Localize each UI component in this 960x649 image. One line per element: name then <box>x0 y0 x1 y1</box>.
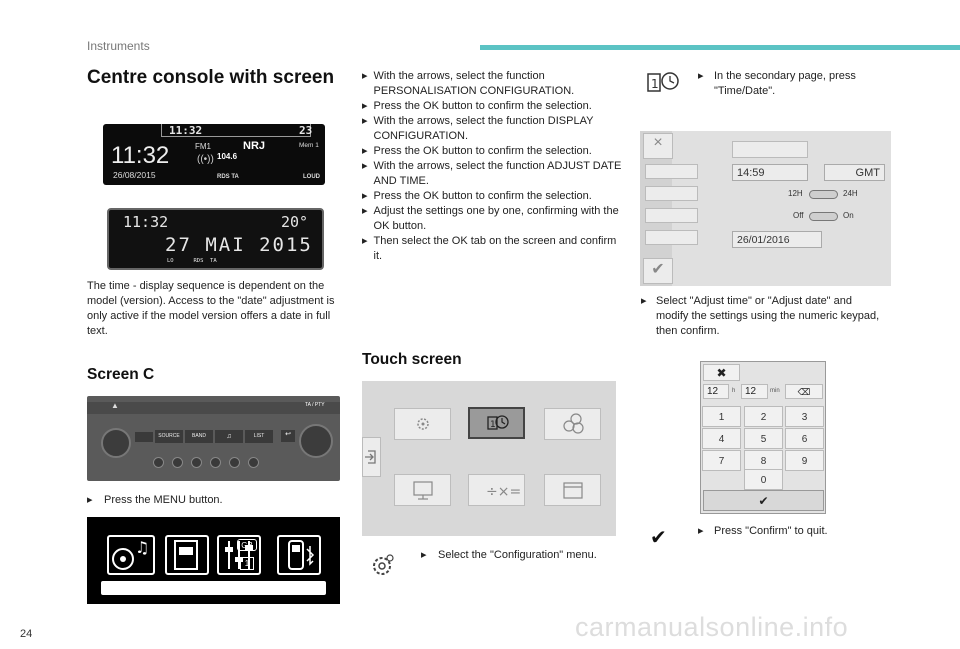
key-5[interactable]: 5 <box>744 428 783 449</box>
display-segment-temp: 20° <box>281 213 309 231</box>
close-icon[interactable]: ✖ <box>703 364 740 381</box>
off-label: Off <box>793 211 804 220</box>
minutes-unit: min <box>770 388 780 394</box>
source-button[interactable]: SOURCE <box>155 430 183 443</box>
touch-step-bullet: ▸ <box>421 549 427 561</box>
step-text: With the arrows, select the function ADJUST DATE AND TIME. <box>373 160 622 187</box>
key-4[interactable]: 4 <box>702 428 741 449</box>
display-temp: 23 <box>299 124 313 137</box>
preset-button[interactable] <box>210 457 221 468</box>
display-memory: Mem 1 <box>299 142 319 149</box>
preset-button[interactable] <box>248 457 259 468</box>
step-text: With the arrows, select the function DISPLAY CONFIGURATION. <box>373 115 594 142</box>
touch-screen-menu <box>362 381 616 536</box>
display-date: 26/08/2015 <box>113 170 156 180</box>
12h-label: 12H <box>788 189 803 198</box>
hours-unit: h <box>732 388 736 394</box>
key-1[interactable]: 1 <box>702 406 741 427</box>
section-label: Instruments <box>87 39 150 53</box>
display-small-time: 11:32 <box>169 124 203 137</box>
sidebar-tab[interactable] <box>645 230 698 245</box>
time-display-note: The time - display sequence is dependent on the model (version). Access to the "date" adjustment is only active if the model version offers a date in full text. <box>87 280 335 337</box>
ta-pty-button[interactable]: TA / PTY <box>305 402 325 408</box>
step-bullet: ▸ <box>362 145 368 157</box>
step-bullet: ▸ <box>362 235 368 247</box>
radio-faceplate <box>87 396 340 481</box>
key-0[interactable]: 0 <box>744 469 783 490</box>
fuel-icon[interactable] <box>165 535 209 575</box>
brightness-button[interactable] <box>394 474 451 506</box>
step-bullet: ▸ <box>362 190 368 202</box>
display-time: 11:32 <box>111 142 170 169</box>
menu-screen <box>87 517 340 604</box>
header-field <box>732 141 808 158</box>
phone-bluetooth-icon[interactable] <box>277 535 321 575</box>
step-text: With the arrows, select the function PERSONALISATION CONFIGURATION. <box>373 70 575 97</box>
svg-text:♫: ♫ <box>135 538 150 557</box>
display-rds: RDS TA <box>217 174 239 180</box>
close-icon[interactable]: × <box>643 133 673 159</box>
step-text: Press the OK button to confirm the selection. <box>373 190 592 202</box>
display-frequency: 104.6 <box>217 152 238 161</box>
numeric-keypad <box>700 361 826 514</box>
display-band: FM1 <box>195 142 211 151</box>
confirm-check-icon: ✔ <box>650 527 667 549</box>
watermark: carmanualsonline.info <box>575 612 849 642</box>
navigation-pad[interactable] <box>299 424 333 458</box>
sidebar-tab[interactable] <box>645 208 698 223</box>
key-8[interactable]: 8 <box>744 450 783 471</box>
step-bullet: ▸ <box>362 100 368 112</box>
header-accent-bar <box>480 45 960 50</box>
media-icon[interactable] <box>107 535 155 575</box>
display-segment-date: 27 MAI 2015 <box>165 234 313 256</box>
back-button[interactable]: ↩ <box>281 430 295 442</box>
display-segment-flags: LO RDS TA <box>167 258 217 264</box>
preset-button[interactable] <box>172 457 183 468</box>
col3-step3: Press "Confirm" to quit. <box>714 525 828 537</box>
calendar-button[interactable] <box>544 474 601 506</box>
units-button[interactable] <box>468 474 525 506</box>
settings-gear-button[interactable] <box>394 408 451 440</box>
signal-icon: ((•)) <box>197 154 214 165</box>
menu-selection-bar <box>101 581 326 595</box>
col3-step3-bullet: ▸ <box>698 525 704 537</box>
display-type-a <box>103 124 325 185</box>
display-type-b <box>107 208 324 270</box>
display-number-label: 1 <box>240 557 254 570</box>
touch-step: Select the "Configuration" menu. <box>438 549 597 561</box>
off-on-toggle[interactable] <box>809 212 838 221</box>
gmt-button[interactable]: GMT <box>824 164 885 181</box>
page-title: Centre console with screen <box>87 67 335 88</box>
band-button[interactable]: BAND <box>185 430 213 443</box>
preset-button[interactable] <box>191 457 202 468</box>
step-text: Press the OK button to confirm the selection. <box>373 100 592 112</box>
svg-text:÷×=: ÷×= <box>486 484 522 500</box>
step-bullet: ▸ <box>362 205 368 217</box>
display-loud: LOUD <box>303 174 320 180</box>
key-3[interactable]: 3 <box>785 406 824 427</box>
step-bullet: ▸ <box>362 70 368 82</box>
screen-c-heading: Screen C <box>87 366 155 383</box>
step-bullet: ▸ <box>362 115 368 127</box>
step-text: Adjust the settings one by one, confirming with the OK button. <box>373 205 619 232</box>
sidebar-tab[interactable] <box>645 164 698 179</box>
key-2[interactable]: 2 <box>744 406 783 427</box>
preset-buttons <box>153 457 283 469</box>
preset-button[interactable] <box>153 457 164 468</box>
on-label: On <box>843 211 854 220</box>
col3-step2: Select "Adjust time" or "Adjust date" and modify the settings using the numeric keypad, then confirm. <box>656 295 880 337</box>
time-date-screen <box>640 131 891 286</box>
list-button[interactable]: LIST <box>245 430 273 443</box>
display-station: NRJ <box>243 140 266 152</box>
time-date-button[interactable] <box>468 407 525 439</box>
screen-c-step-bullet: ▸ <box>87 494 93 506</box>
key-9[interactable]: 9 <box>785 450 824 471</box>
svg-text:1: 1 <box>651 77 659 91</box>
display-segment-time: 11:32 <box>123 213 169 231</box>
page-number: 24 <box>20 628 33 640</box>
date-field[interactable]: 26/01/2016 <box>732 231 822 248</box>
minutes-field[interactable]: 12 <box>741 384 768 399</box>
music-note-icon[interactable]: ♫ <box>215 430 243 443</box>
language-button[interactable] <box>544 408 601 440</box>
confirm-check-icon[interactable]: ✔ <box>703 490 824 511</box>
screen-c-step: Press the MENU button. <box>104 494 223 506</box>
step-bullet: ▸ <box>362 160 368 172</box>
eject-icon[interactable]: ▲ <box>111 401 119 410</box>
menu-button[interactable] <box>135 432 153 442</box>
configuration-icon <box>368 552 396 585</box>
step-text: Press the OK button to confirm the selection. <box>373 145 592 157</box>
time-field[interactable]: 14:59 <box>732 164 808 181</box>
confirm-check-icon[interactable]: ✔ <box>643 258 673 284</box>
key-7[interactable]: 7 <box>702 450 741 471</box>
volume-knob[interactable] <box>101 428 131 458</box>
language-label: GB <box>237 539 257 551</box>
preset-button[interactable] <box>229 457 240 468</box>
time-date-icon <box>645 68 683 101</box>
config-steps <box>362 69 622 264</box>
col3-step1-bullet: ▸ <box>698 70 704 82</box>
24h-label: 24H <box>843 189 858 198</box>
sidebar-tab[interactable] <box>645 186 698 201</box>
step-text: Then select the OK tab on the screen and confirm it. <box>373 235 617 262</box>
backspace-icon[interactable]: ⌫ <box>785 384 823 399</box>
touch-screen-heading: Touch screen <box>362 351 462 368</box>
key-6[interactable]: 6 <box>785 428 824 449</box>
svg-text:1: 1 <box>490 420 496 430</box>
12h-24h-toggle[interactable] <box>809 190 838 199</box>
col3-step1: In the secondary page, press "Time/Date". <box>714 70 856 97</box>
hours-field[interactable]: 12 <box>703 384 729 399</box>
radio-top-bar <box>87 402 340 414</box>
exit-tab[interactable] <box>362 437 381 477</box>
col3-step2-bullet: ▸ <box>641 295 647 307</box>
